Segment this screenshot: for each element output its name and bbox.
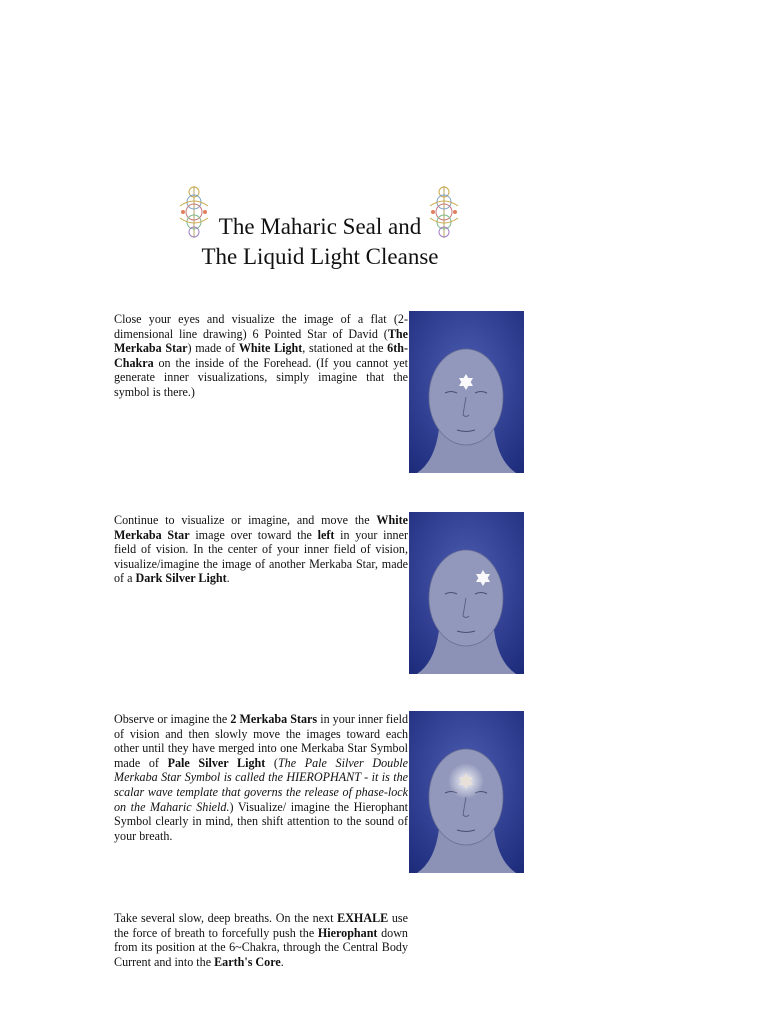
step-1-text-a: Close your eyes and visualize the image of a flat (2-dimensional line drawing) 6 Pointed Star of David ( (114, 312, 408, 341)
step-4-text-a: Take several slow, deep breaths. On the next (114, 911, 338, 925)
step-3-text (114, 712, 408, 843)
face-illustration-star-left (409, 512, 524, 674)
step-4-text-c: down from its position at the 6~Chakra, through the Central Body Current and into the (114, 925, 408, 969)
step-3-bold-2-merkaba-stars: 2 Merkaba Stars (230, 712, 318, 726)
step-3-text-d: ) Visualize/ imagine the Hierophant Symbol clearly in mind, then shift attention to the sound of your breath. (114, 799, 409, 843)
face-illustration-hierophant (409, 711, 524, 873)
step-2-bold-dark-silver-light: Dark Silver Light (135, 571, 227, 586)
step-4-bold-earths-core: Earth's Core (214, 954, 281, 969)
step-4-bold-hierophant: Hierophant (317, 925, 378, 940)
step-2-bold-left: left (317, 527, 335, 542)
title-line-1: The Maharic Seal and (218, 214, 422, 239)
step-1-text-b: ) made of (187, 341, 239, 356)
step-2-text-a: Continue to visualize or imagine, and move the (114, 513, 377, 527)
step-3-text-b: in your inner field of vision and then slowly move the images toward each other until they have merged into one Merkaba Star Symbol made of (114, 712, 408, 770)
step-4-text (114, 911, 408, 969)
step-3-text-c: ( (265, 755, 278, 770)
step-2-bold-white-merkaba-star: White Merkaba Star (114, 513, 408, 542)
step-1-text (114, 312, 408, 400)
step-2-text-c: in your inner field of vision. In the center of your inner field of vision, visualize/imagine the image of another Merkaba Star, made of a (114, 527, 408, 586)
step-2-text (114, 513, 408, 586)
step-3-italic-hierophant: The Pale Silver Double Merkaba Star Symbol is called the HIEROPHANT - it is the scalar wave template that governs the release of phase-lock on the Maharic Shield. (114, 755, 409, 814)
step-1-bold-6th-chakra: 6th-Chakra (114, 341, 408, 370)
step-4-text-b: use the force of breath to forcefully push the (114, 911, 408, 940)
step-1-bold-white-light: White Light (238, 341, 303, 356)
face-illustration-white-star (409, 311, 524, 473)
step-1-text-c: , stationed at the (302, 341, 388, 356)
step-2-text-b: image over toward the (189, 527, 318, 542)
step-1-text-d: on the inside of the Forehead. (If you cannot yet generate inner visualizations, simply imagine that the symbol is there.) (114, 355, 408, 399)
step-3-bold-pale-silver-light: Pale Silver Light (167, 755, 266, 770)
step-3-text-a: Observe or imagine the (114, 712, 231, 726)
step-4-bold-exhale: EXHALE (337, 911, 389, 925)
step-2-text-d: . (226, 571, 230, 586)
page-title (150, 212, 490, 272)
step-4-text-d: . (280, 954, 284, 969)
title-line-2: The Liquid Light Cleanse (201, 244, 439, 269)
step-1-bold-merkaba-star: The Merkaba Star (114, 326, 408, 356)
